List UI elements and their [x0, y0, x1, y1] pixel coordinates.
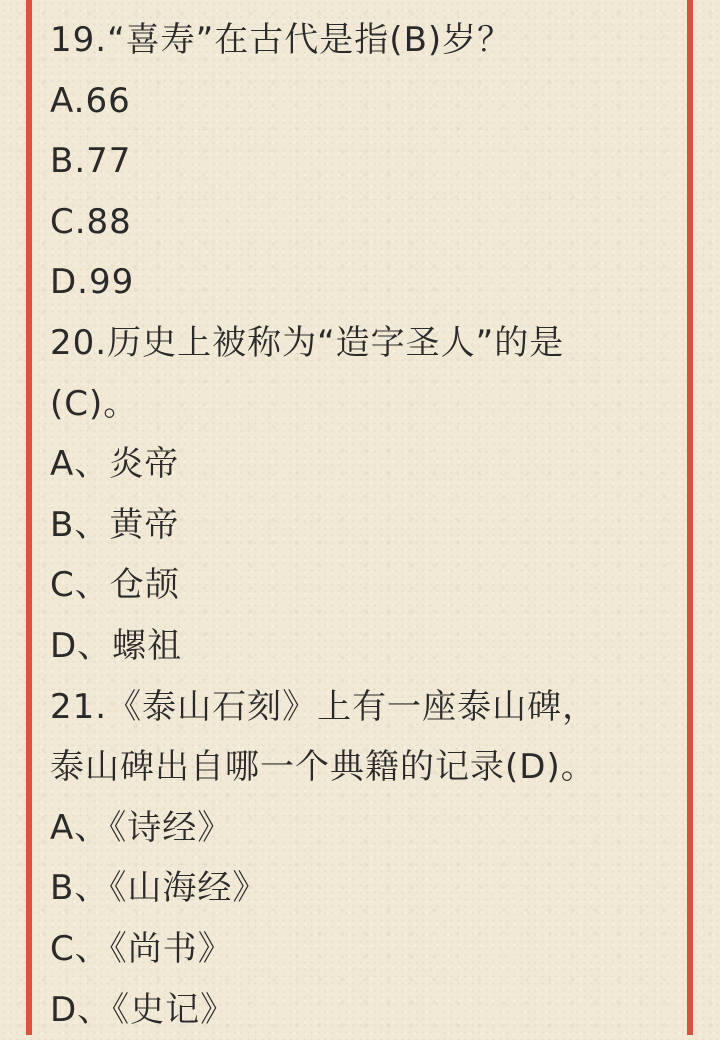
question-20-text: 20.历史上被称为“造字圣人”的是	[50, 313, 670, 374]
q19-option-a: A.66	[50, 71, 670, 132]
question-21-text: 21.《泰山石刻》上有一座泰山碑，	[50, 677, 670, 738]
q20-option-d: D、螺祖	[50, 616, 670, 677]
q20-option-a: A、炎帝	[50, 434, 670, 495]
q19-option-c: C.88	[50, 192, 670, 253]
q21-option-d: D、《史记》	[50, 980, 670, 1040]
q21-option-c: C、《尚书》	[50, 919, 670, 980]
question-19-text: 19.“喜寿”在古代是指(B)岁？	[50, 10, 670, 71]
question-20-answer: (C)。	[50, 374, 670, 435]
right-border-line	[687, 0, 693, 1035]
q19-option-b: B.77	[50, 131, 670, 192]
q20-option-c: C、仓颉	[50, 555, 670, 616]
q21-option-a: A、《诗经》	[50, 798, 670, 859]
q21-option-b: B、《山海经》	[50, 858, 670, 919]
q19-option-d: D.99	[50, 252, 670, 313]
q20-option-b: B、黄帝	[50, 495, 670, 556]
question-21-continued: 泰山碑出自哪一个典籍的记录(D)。	[50, 737, 670, 798]
left-border-line	[26, 0, 32, 1035]
quiz-content	[50, 10, 670, 1040]
